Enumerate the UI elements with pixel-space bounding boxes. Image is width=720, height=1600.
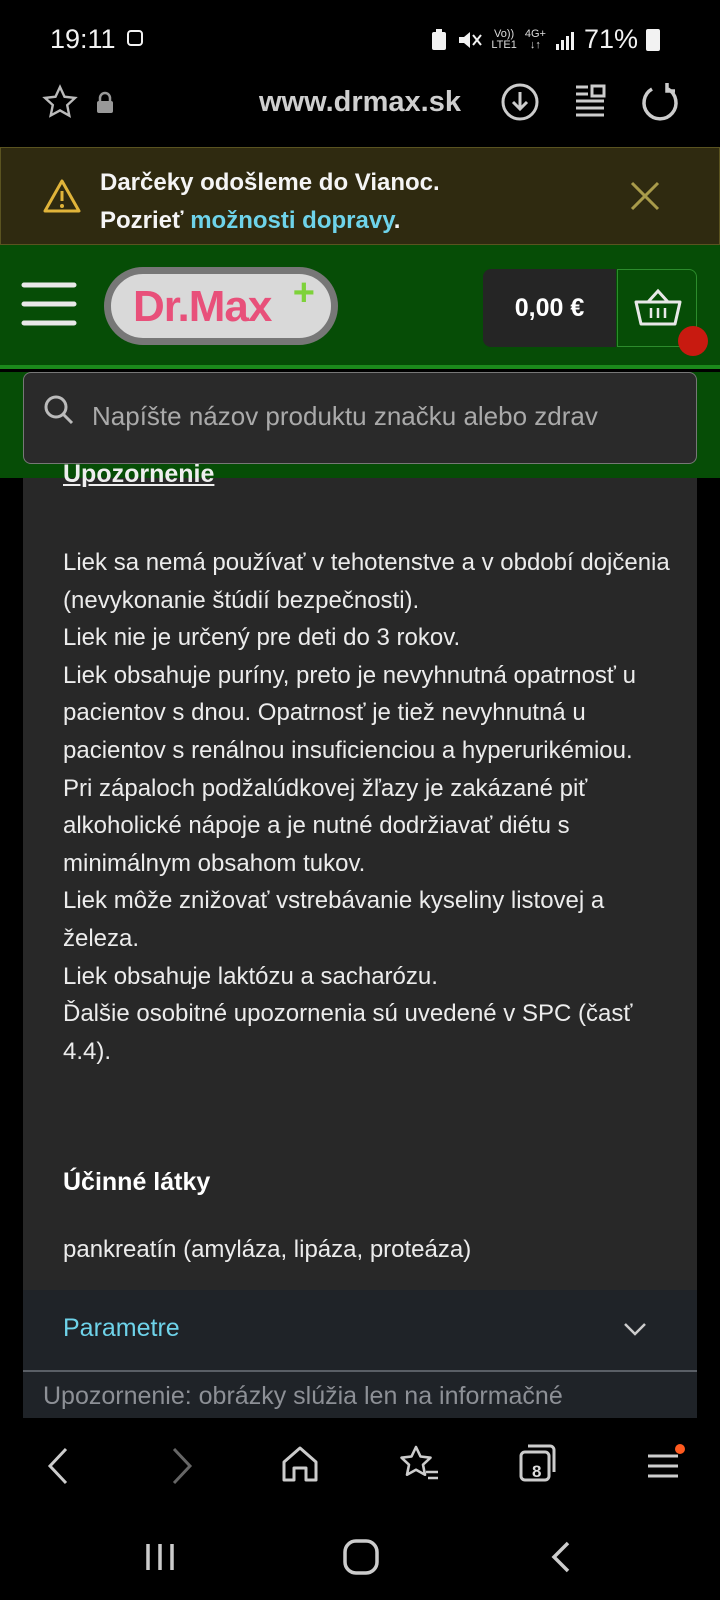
home-icon[interactable] [280, 1444, 320, 1484]
active-substances-heading: Účinné látky [63, 1168, 211, 1196]
search-icon [44, 395, 74, 425]
volte-indicator: Vo)) LTE1 [491, 27, 517, 51]
cart-button[interactable] [617, 269, 697, 347]
warning-line: Liek môže znižovať vstrebávanie kyseliny listovej a železa. [63, 887, 605, 952]
disclaimer-text: Upozornenie: obrázky slúžia len na informačné [43, 1382, 563, 1410]
parameters-accordion[interactable] [23, 1290, 697, 1372]
system-navigation-bar [0, 1518, 720, 1600]
browser-url-bar [0, 70, 720, 146]
status-time: 19:11 [50, 24, 116, 54]
close-icon[interactable] [629, 180, 661, 212]
search-input[interactable] [23, 372, 697, 464]
system-back-icon[interactable] [550, 1540, 572, 1574]
banner-line-2: Pozrieť možnosti dopravy. [100, 207, 401, 234]
active-substances-value: pankreatín (amyláza, lipáza, proteáza) [63, 1236, 472, 1263]
mute-icon [457, 29, 483, 51]
warning-line: Liek obsahuje puríny, preto je nevyhnutná opatrnosť u pacientov s dnou. Opatrnosť je tiež nevyhnutná u pacientov s renálnou insuficienciou a hyperurikémiou. [63, 661, 636, 764]
reload-icon[interactable] [640, 82, 680, 122]
chevron-down-icon [623, 1322, 647, 1336]
warning-line: Ďalšie osobitné upozornenia sú uvedené v SPC (časť 4.4). [63, 1000, 633, 1065]
product-details-panel [23, 460, 697, 1290]
battery-saver-icon [429, 29, 449, 51]
banner-text [100, 164, 440, 240]
browser-menu-icon[interactable] [644, 1444, 684, 1484]
status-bar [0, 0, 720, 70]
signal-icon [554, 30, 576, 50]
logo-text: Dr.Max [133, 282, 272, 331]
warning-icon [42, 178, 82, 214]
image-disclaimer [23, 1372, 697, 1418]
site-header [0, 245, 720, 369]
home-button-icon[interactable] [342, 1538, 380, 1576]
download-icon[interactable] [500, 82, 540, 122]
banner-line-1: Darčeky odošleme do Vianoc. [100, 169, 440, 196]
search-placeholder: Napíšte názov produktu značku alebo zdrav [92, 401, 598, 431]
cart-total[interactable]: 0,00 € [483, 269, 616, 347]
warning-line: Liek sa nemá používať v tehotenstve a v období dojčenia (nevykonanie štúdií bezpečnosti). [63, 549, 670, 614]
warning-line: Pri zápaloch podžalúdkovej žľazy je zakázané piť alkoholické nápoje a je nutné dodržiavať diétu s minimálnym obsahom tukov. [63, 774, 588, 877]
battery-icon [646, 29, 660, 51]
address-field[interactable]: www.drmax.sk [258, 86, 461, 118]
warning-text [63, 544, 673, 1070]
cart-notification-dot [678, 326, 708, 356]
hamburger-menu-icon[interactable] [22, 281, 76, 327]
christmas-delivery-banner [0, 147, 720, 245]
status-icons [429, 24, 660, 55]
parameters-label: Parametre [63, 1314, 180, 1342]
delivery-options-link[interactable]: možnosti dopravy [190, 207, 394, 234]
battery-percent: 71% [583, 24, 638, 54]
logo-plus: + [292, 272, 315, 314]
back-icon[interactable] [46, 1446, 70, 1486]
reader-mode-icon[interactable] [574, 84, 606, 118]
tab-count: 8 [532, 1462, 542, 1481]
drmax-logo[interactable] [104, 267, 338, 345]
alarm-icon [127, 30, 143, 46]
forward-icon[interactable] [170, 1446, 194, 1486]
warning-heading: Upozornenie [63, 460, 215, 488]
basket-icon [633, 288, 683, 328]
warning-line: Liek nie je určený pre deti do 3 rokov. [63, 624, 461, 652]
warning-line: Liek obsahuje laktózu a sacharózu. [63, 962, 438, 990]
bookmarks-icon[interactable] [398, 1444, 440, 1484]
browser-bottom-nav [0, 1418, 720, 1518]
data-indicator: 4G+ ↓↑ [524, 27, 546, 51]
recent-apps-icon[interactable] [144, 1542, 176, 1572]
